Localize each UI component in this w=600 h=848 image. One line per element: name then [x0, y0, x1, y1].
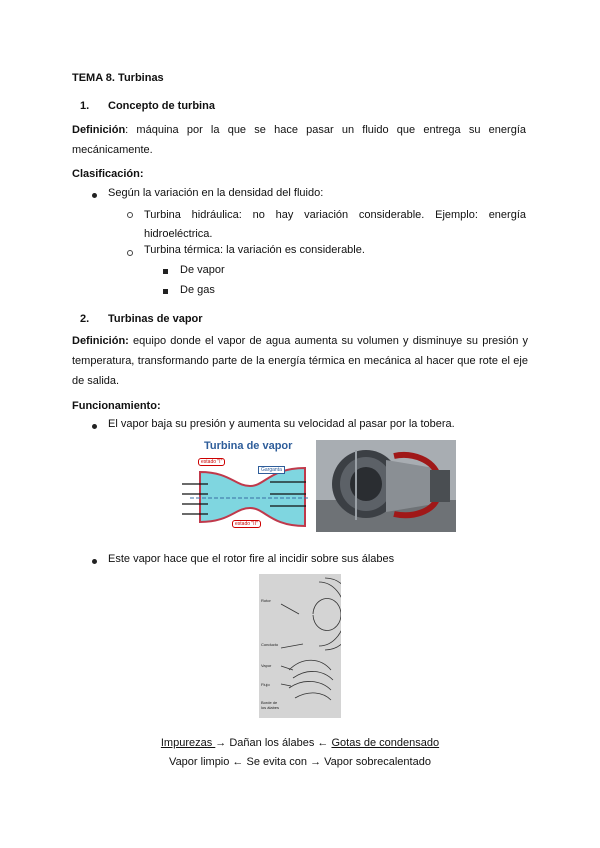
subitem-termica: Turbina térmica: la variación es considerable.	[144, 244, 365, 256]
section-2-heading: Turbinas de vapor	[108, 313, 203, 325]
impurezas-line	[0, 737, 600, 749]
definition-label: Definición:	[72, 335, 129, 347]
section-2-number: 2.	[80, 313, 90, 325]
fig3-label-conducto: Conducto	[261, 642, 279, 647]
clasificacion-heading: Clasificación:	[72, 168, 144, 180]
vapor-limpio-line: Vapor limpio ← Se evita con → Vapor sobrecalentado	[169, 756, 431, 768]
clasificacion-item: Según la variación en la densidad del fluido:	[108, 187, 324, 199]
bullet-disc	[92, 193, 97, 198]
subitem-hidraulica: Turbina hidráulica: no hay variación considerable. Ejemplo: energía hidroeléctrica.	[144, 209, 526, 240]
label-estado-i: estado "I"	[198, 458, 225, 466]
subsubitem-vapor: De vapor	[180, 264, 225, 276]
bullet-circle	[127, 250, 133, 256]
turbine-photo	[316, 440, 456, 532]
impurezas-term: Impurezas	[160, 737, 216, 749]
fig3-label-rotor: Rotor	[261, 598, 271, 603]
funcionamiento-heading: Funcionamiento:	[72, 400, 161, 412]
definition-label: Definición	[72, 124, 126, 136]
section-1-definition	[72, 120, 526, 160]
page-title: TEMA 8. Turbinas	[72, 72, 164, 84]
label-garganta: Garganta	[258, 466, 285, 474]
bullet-circle	[127, 212, 133, 218]
funcionamiento-item-1: El vapor baja su presión y aumenta su velocidad al pasar por la tobera.	[108, 418, 455, 430]
fig3-label-vapor: Vapor	[261, 663, 272, 668]
bullet-square	[163, 269, 168, 274]
fig3-label-borde: Borde de los álabes	[261, 700, 280, 710]
nozzle-diagram	[180, 438, 310, 534]
definition-text: : máquina por la que se hace pasar un fluido que entrega su energía mecánicamente.	[72, 124, 526, 156]
funcionamiento-item-2: Este vapor hace que el rotor fire al incidir sobre sus álabes	[108, 553, 395, 565]
section-2-definition	[72, 331, 528, 391]
subsubitem-gas: De gas	[180, 284, 215, 296]
rotor-blades-drawing	[259, 574, 341, 718]
bullet-disc	[92, 424, 97, 429]
fig3-label-flujo: Flujo	[261, 682, 270, 687]
section-1-number: 1.	[80, 100, 90, 112]
gotas-term: Gotas de condensado	[331, 737, 440, 749]
section-1-heading: Concepto de turbina	[108, 100, 215, 112]
bullet-disc	[92, 559, 97, 564]
label-estado-ii: estado "II"	[232, 520, 261, 528]
nozzle-diagram-title: Turbina de vapor	[204, 440, 293, 452]
impurezas-middle: → Dañan los álabes ←	[215, 737, 332, 749]
definition-text: equipo donde el vapor de agua aumenta su volumen y disminuye su presión y temperatura, transformando parte de la energía térmica en mecánica al hacer que rote el eje de salida.	[72, 335, 528, 387]
bullet-square	[163, 289, 168, 294]
turbine-photo-svg	[316, 440, 456, 532]
